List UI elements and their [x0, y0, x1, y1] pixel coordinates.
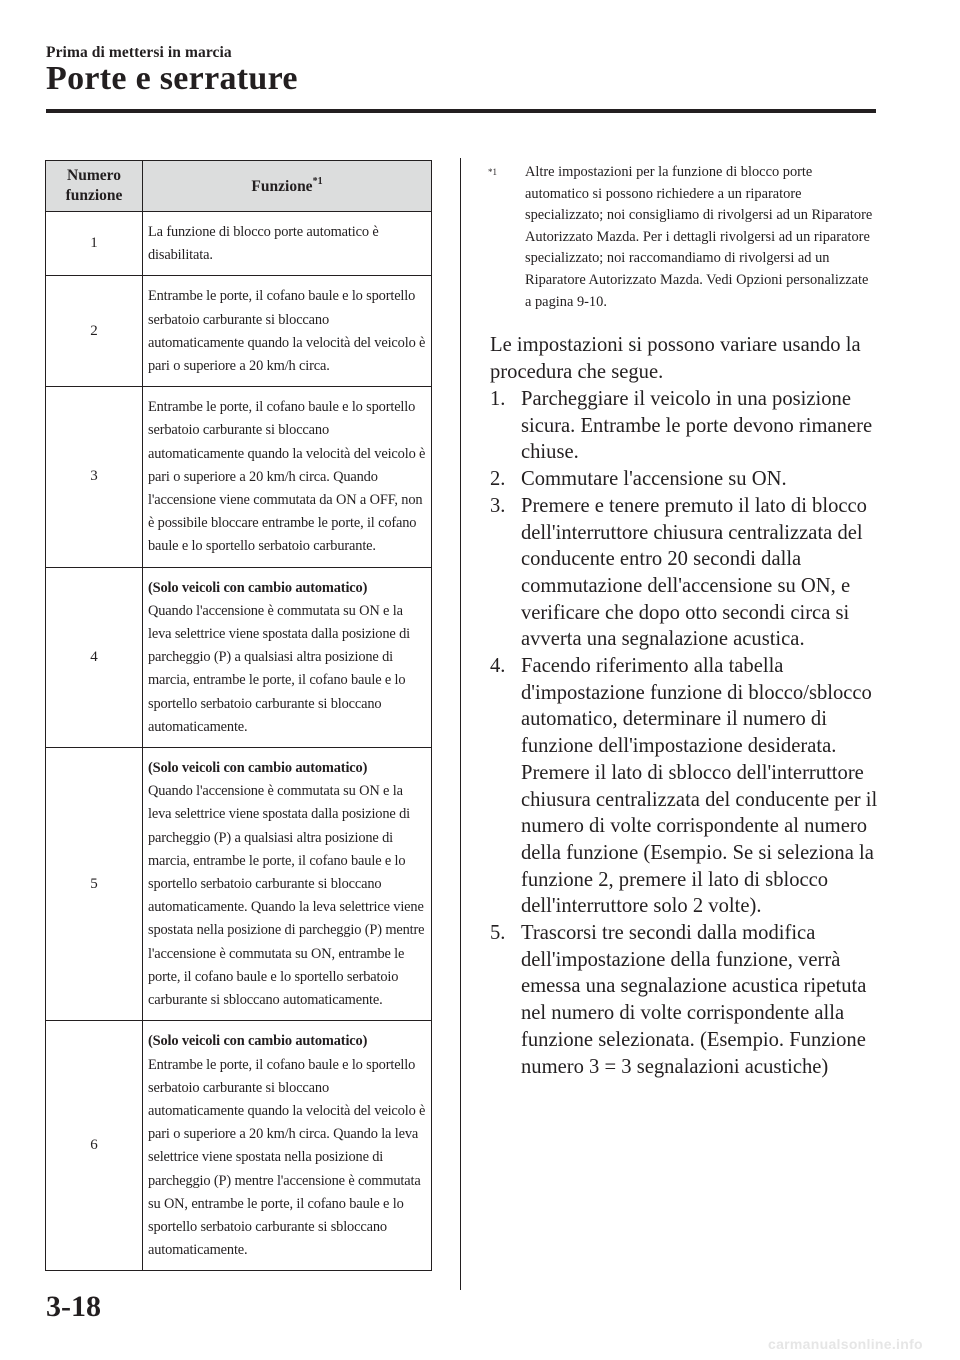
function-text: Quando l'accensione è commutata su ON e la leva selettrice viene spostata dalla posizione di parcheggio (P) a qualsiasi altra posizione di marcia, entrambe le porte, il cofano baule e lo sportello serbatoio carburante si bloccano automaticamente. Quando la leva selettrice viene spostata nella posizione di parcheggio (P) mentre l'accensione è commutata su ON, entrambe le porte, il cofano baule e lo sportello serbatoio carburante si sbloccano automaticamente.: [148, 783, 425, 1009]
function-number: 6: [46, 1021, 143, 1271]
list-item: [490, 920, 882, 1080]
function-text: Entrambe le porte, il cofano baule e lo sportello serbatoio carburante si bloccano automaticamente quando la velocità del veicolo è pari o superiore a 20 km/h circa. Quando la leva selettrice viene spostata nella posizione di parcheggio (P) mentre l'accensione è commutata su ON, entrambe le porte, il cofano baule e lo sportello serbatoio carburante si sbloccano automaticamente.: [148, 1056, 426, 1259]
step-text: Facendo riferimento alla tabella d'impostazione funzione di blocco/sblocco automatico, determinare il numero di funzione dell'impostazione desiderata. Premere il lato di sblocco dell'interruttore chiusura centralizzata del conducente per il numero di volte corrispondente al numero della funzione (Esempio. Se si seleziona la funzione 2, premere il lato di sblocco dell'interruttore solo 2 volte).: [521, 655, 878, 918]
section-label: Prima di mettersi in marcia: [46, 44, 232, 61]
function-note: (Solo veicoli con cambio automatico): [148, 1033, 368, 1050]
table-row: [46, 387, 432, 567]
table-row: [46, 212, 432, 276]
function-text: La funzione di blocco porte automatico è disabilitata.: [148, 224, 379, 264]
page-number: 3-18: [46, 1290, 101, 1323]
intro-paragraph: Le impostazioni si possono variare usando la procedura che segue.: [490, 334, 861, 383]
list-item: [490, 653, 882, 920]
function-description: [143, 748, 432, 1021]
footnote-mark: *1: [488, 167, 497, 177]
table-row: [46, 567, 432, 747]
list-item: [490, 466, 882, 493]
step-number: 2.: [490, 468, 506, 491]
function-text: Quando l'accensione è commutata su ON e la leva selettrice viene spostata dalla posizione di parcheggio (P) a qualsiasi altra posizione di marcia, entrambe le porte, il cofano baule e lo sportello serbatoio carburante si bloccano automaticamente.: [148, 602, 410, 735]
function-note: (Solo veicoli con cambio automatico): [148, 579, 368, 596]
function-description: [143, 567, 432, 747]
function-description: [143, 1021, 432, 1271]
function-text: Entrambe le porte, il cofano baule e lo sportello serbatoio carburante si bloccano automaticamente quando la velocità del veicolo è pari o superiore a 20 km/h circa.: [148, 288, 426, 375]
step-text: Trascorsi tre secondi dalla modifica dell'impostazione della funzione, verrà emessa una segnalazione acustica ripetuta nel numero di volte corrispondente alla funzione selezionata. (Esempio. Funzione numero 3 = 3 segnalazioni acustiche): [521, 922, 867, 1078]
table-row: [46, 1021, 432, 1271]
column-divider: [460, 158, 461, 1290]
step-text: Parcheggiare il veicolo in una posizione sicura. Entrambe le porte devono rimanere chiuse.: [521, 388, 873, 464]
function-table: [45, 160, 432, 1271]
list-item: [490, 386, 882, 466]
function-note: (Solo veicoli con cambio automatico): [148, 760, 368, 777]
table-row: [46, 276, 432, 387]
title-rule: [46, 109, 876, 113]
step-text: Premere e tenere premuto il lato di blocco dell'interruttore chiusura centralizzata del conducente entro 20 secondi dalla commutazione dell'accensione su ON, e verificare che dopo otto secondi circa si avverta una segnalazione acustica.: [521, 494, 867, 651]
steps-list: [490, 386, 882, 1080]
step-number: 1.: [490, 388, 506, 410]
function-number: 3: [46, 387, 143, 567]
table-body: [46, 212, 432, 1271]
function-number: 2: [46, 276, 143, 387]
function-number: 5: [46, 748, 143, 1021]
function-text: Entrambe le porte, il cofano baule e lo sportello serbatoio carburante si bloccano automaticamente quando la velocità del veicolo è pari o superiore a 20 km/h circa. Quando l'accensione viene commutata da ON a OFF, non è possibile bloccare entrambe le porte, il cofano baule e lo sportello serbatoio carburante.: [148, 399, 426, 555]
footnote-text: Altre impostazioni per la funzione di blocco porte automatico si possono richiedere a un riparatore specializzato; noi consigliamo di rivolgersi ad un Riparatore Autorizzato Mazda. Per i dettagli rivolgersi ad un riparatore specializzato; noi raccomandiamo di rivolgersi ad un Riparatore Autorizzato Mazda. Vedi Opzioni personalizzate a pagina 9-10.: [525, 164, 873, 310]
function-number: 4: [46, 567, 143, 747]
function-description: [143, 276, 432, 387]
column-header-function-label: Funzione: [251, 177, 313, 195]
step-number: 4.: [490, 655, 506, 678]
footnote-ref: *1: [312, 175, 323, 187]
table-header-row: [46, 161, 432, 212]
table-row: [46, 748, 432, 1021]
footnote: [488, 162, 873, 313]
function-number: 1: [46, 212, 143, 276]
step-number: 3.: [490, 494, 506, 517]
step-text: Commutare l'accensione su ON.: [521, 468, 787, 491]
list-item: [490, 493, 882, 653]
page-title: Porte e serrature: [46, 60, 298, 97]
function-description: [143, 387, 432, 567]
watermark: carmanualsonline.info: [768, 1336, 923, 1352]
step-number: 5.: [490, 922, 506, 945]
column-header-number: Numero funzione: [46, 161, 143, 212]
function-description: [143, 212, 432, 276]
column-header-function: [143, 161, 432, 212]
